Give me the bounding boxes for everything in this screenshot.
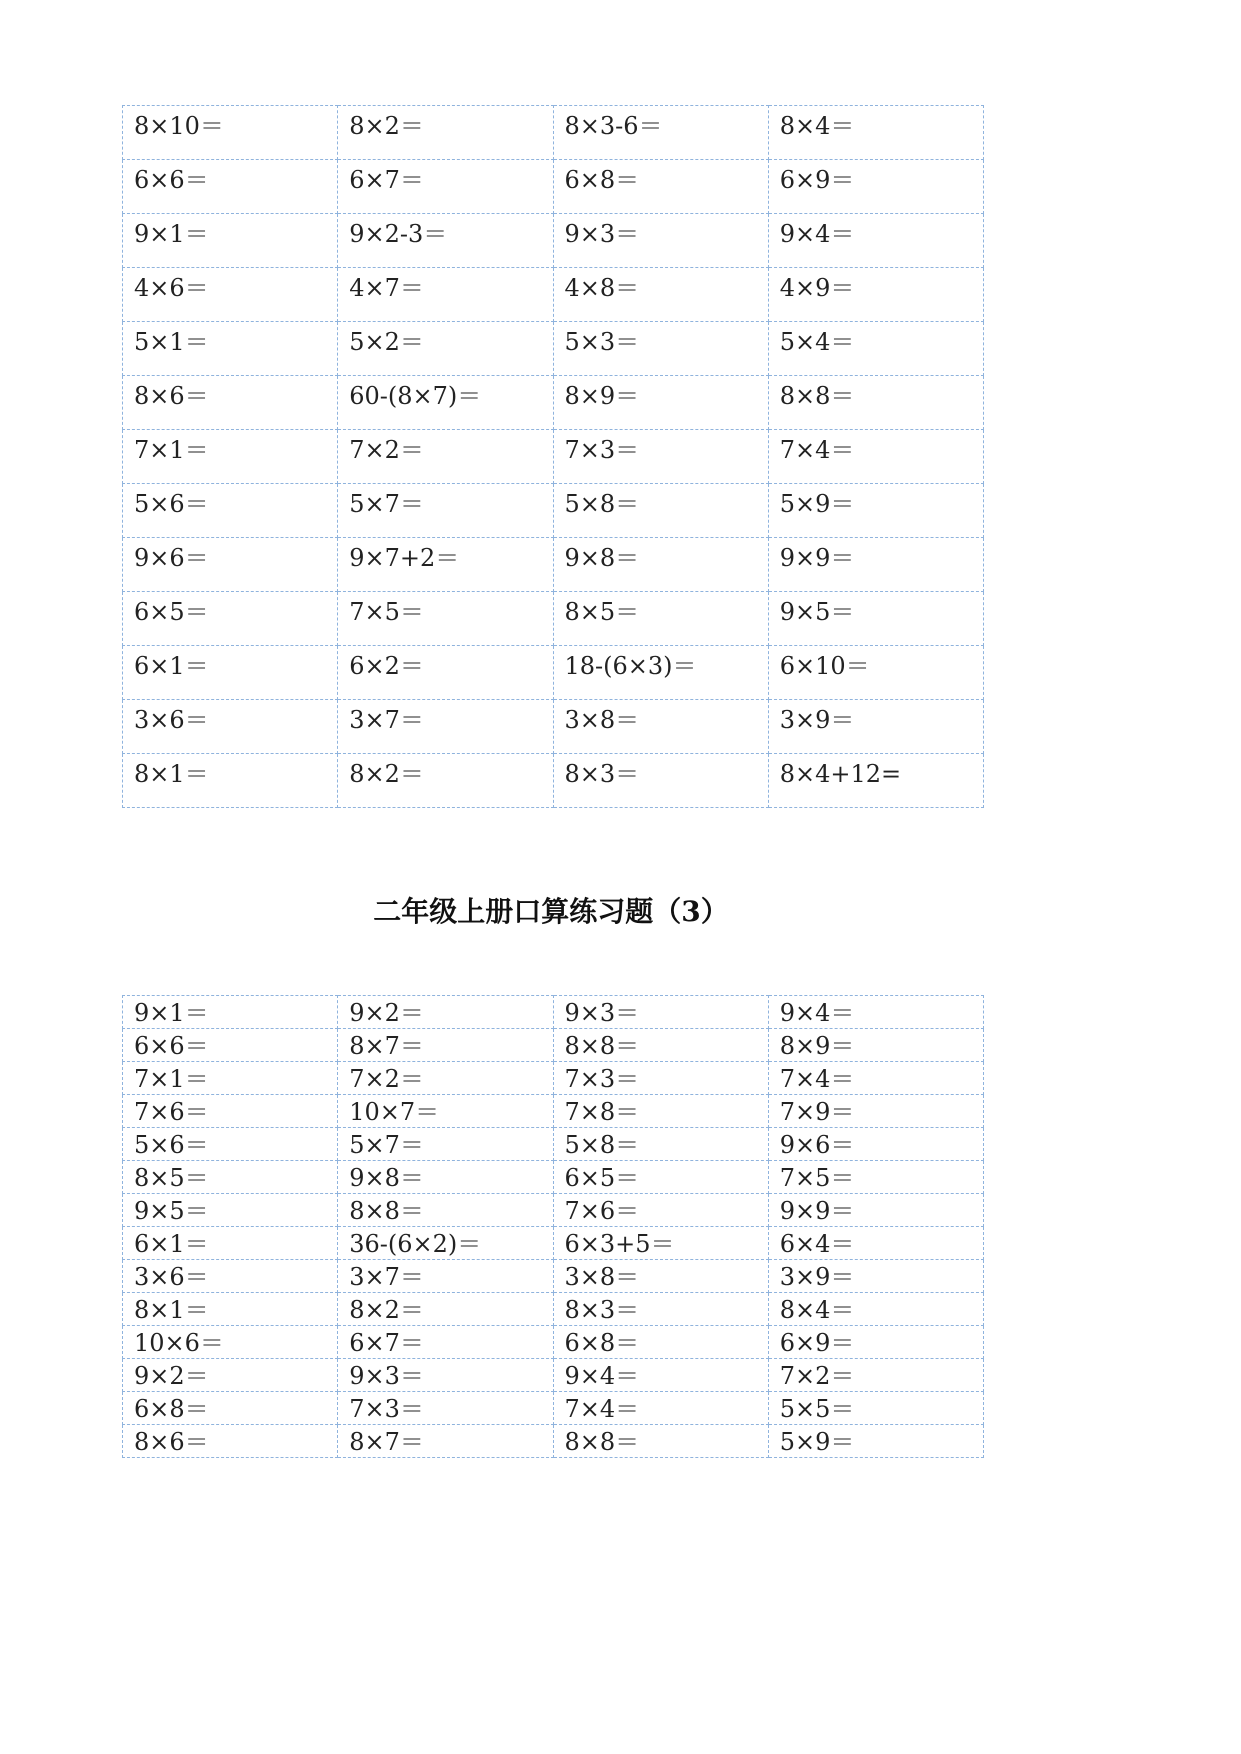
problem-cell: 36-(6×2)＝ [338, 1227, 553, 1260]
problem-cell: 5×7＝ [338, 1128, 553, 1161]
problem-cell: 5×6＝ [123, 1128, 338, 1161]
problem-cell: 8×4＝ [768, 106, 983, 160]
problem-cell: 9×4＝ [553, 1359, 768, 1392]
problem-cell: 10×7＝ [338, 1095, 553, 1128]
table-row [123, 1227, 984, 1260]
problem-cell: 8×5＝ [553, 592, 768, 646]
problem-cell: 7×6＝ [553, 1194, 768, 1227]
problem-cell: 7×5＝ [768, 1161, 983, 1194]
problem-cell: 8×5＝ [123, 1161, 338, 1194]
problem-cell: 6×7＝ [338, 160, 553, 214]
problem-cell: 9×2-3＝ [338, 214, 553, 268]
table-row [123, 646, 984, 700]
problem-cell: 4×7＝ [338, 268, 553, 322]
problem-cell: 7×3＝ [553, 430, 768, 484]
table-row [123, 1161, 984, 1194]
table-row [123, 376, 984, 430]
problem-cell: 6×4＝ [768, 1227, 983, 1260]
problem-cell: 4×9＝ [768, 268, 983, 322]
problem-cell: 7×4＝ [768, 1062, 983, 1095]
problem-cell: 4×6＝ [123, 268, 338, 322]
problem-cell: 9×6＝ [768, 1128, 983, 1161]
problem-cell: 8×10＝ [123, 106, 338, 160]
problem-cell: 3×7＝ [338, 700, 553, 754]
problem-cell: 6×8＝ [123, 1392, 338, 1425]
problem-cell: 8×4+12= [768, 754, 983, 808]
problem-cell: 6×9＝ [768, 1326, 983, 1359]
problem-cell: 3×7＝ [338, 1260, 553, 1293]
problem-cell: 9×7+2＝ [338, 538, 553, 592]
worksheet-table-top [122, 105, 984, 808]
problem-cell: 8×9＝ [768, 1029, 983, 1062]
table-row [123, 1128, 984, 1161]
table-row [123, 1293, 984, 1326]
problem-cell: 8×6＝ [123, 376, 338, 430]
problem-cell: 5×4＝ [768, 322, 983, 376]
table-row [123, 592, 984, 646]
problem-cell: 7×5＝ [338, 592, 553, 646]
table-row [123, 214, 984, 268]
problem-cell: 9×2＝ [123, 1359, 338, 1392]
problem-cell: 6×1＝ [123, 1227, 338, 1260]
problem-cell: 6×10＝ [768, 646, 983, 700]
problem-cell: 7×1＝ [123, 430, 338, 484]
problem-cell: 8×2＝ [338, 754, 553, 808]
problem-cell: 9×5＝ [768, 592, 983, 646]
table-row [123, 1425, 984, 1458]
problem-cell: 6×9＝ [768, 160, 983, 214]
problem-cell: 3×6＝ [123, 700, 338, 754]
problem-cell: 5×9＝ [768, 1425, 983, 1458]
problem-cell: 8×3-6＝ [553, 106, 768, 160]
problem-cell: 5×1＝ [123, 322, 338, 376]
problem-cell: 7×3＝ [338, 1392, 553, 1425]
problem-cell: 8×7＝ [338, 1029, 553, 1062]
problem-cell: 6×8＝ [553, 160, 768, 214]
problem-cell: 9×4＝ [768, 996, 983, 1029]
table-row [123, 1194, 984, 1227]
problem-cell: 9×8＝ [553, 538, 768, 592]
problem-cell: 9×3＝ [338, 1359, 553, 1392]
worksheet-table-bottom-body [123, 996, 984, 1458]
problem-cell: 8×3＝ [553, 754, 768, 808]
problem-cell: 9×9＝ [768, 538, 983, 592]
table-row [123, 322, 984, 376]
table-row [123, 1359, 984, 1392]
table-row [123, 1095, 984, 1128]
problem-cell: 7×1＝ [123, 1062, 338, 1095]
problem-cell: 8×8＝ [768, 376, 983, 430]
problem-cell: 6×7＝ [338, 1326, 553, 1359]
problem-cell: 8×1＝ [123, 754, 338, 808]
problem-cell: 7×2＝ [338, 430, 553, 484]
problem-cell: 9×3＝ [553, 996, 768, 1029]
problem-cell: 6×8＝ [553, 1326, 768, 1359]
problem-cell: 9×2＝ [338, 996, 553, 1029]
problem-cell: 5×2＝ [338, 322, 553, 376]
problem-cell: 3×9＝ [768, 700, 983, 754]
worksheet-table-bottom [122, 995, 984, 1458]
problem-cell: 3×9＝ [768, 1260, 983, 1293]
problem-cell: 8×3＝ [553, 1293, 768, 1326]
problem-cell: 8×1＝ [123, 1293, 338, 1326]
table-row [123, 160, 984, 214]
problem-cell: 7×6＝ [123, 1095, 338, 1128]
table-row [123, 484, 984, 538]
problem-cell: 3×8＝ [553, 1260, 768, 1293]
problem-cell: 7×4＝ [553, 1392, 768, 1425]
problem-cell: 60-(8×7)＝ [338, 376, 553, 430]
table-row [123, 538, 984, 592]
problem-cell: 3×6＝ [123, 1260, 338, 1293]
problem-cell: 9×6＝ [123, 538, 338, 592]
problem-cell: 5×7＝ [338, 484, 553, 538]
problem-cell: 5×5＝ [768, 1392, 983, 1425]
table-row [123, 106, 984, 160]
table-row [123, 430, 984, 484]
problem-cell: 9×4＝ [768, 214, 983, 268]
problem-cell: 5×9＝ [768, 484, 983, 538]
problem-cell: 9×9＝ [768, 1194, 983, 1227]
problem-cell: 6×3+5＝ [553, 1227, 768, 1260]
problem-cell: 4×8＝ [553, 268, 768, 322]
problem-cell: 8×8＝ [553, 1425, 768, 1458]
problem-cell: 5×8＝ [553, 1128, 768, 1161]
problem-cell: 6×5＝ [553, 1161, 768, 1194]
problem-cell: 7×2＝ [768, 1359, 983, 1392]
table-row [123, 700, 984, 754]
problem-cell: 10×6＝ [123, 1326, 338, 1359]
table-row [123, 754, 984, 808]
problem-cell: 7×9＝ [768, 1095, 983, 1128]
problem-cell: 3×8＝ [553, 700, 768, 754]
table-row [123, 1326, 984, 1359]
table-row [123, 1029, 984, 1062]
problem-cell: 5×6＝ [123, 484, 338, 538]
problem-cell: 9×8＝ [338, 1161, 553, 1194]
problem-cell: 6×5＝ [123, 592, 338, 646]
problem-cell: 6×2＝ [338, 646, 553, 700]
problem-cell: 6×6＝ [123, 1029, 338, 1062]
problem-cell: 9×3＝ [553, 214, 768, 268]
problem-cell: 18-(6×3)＝ [553, 646, 768, 700]
problem-cell: 6×1＝ [123, 646, 338, 700]
table-row [123, 996, 984, 1029]
table-row [123, 1062, 984, 1095]
problem-cell: 5×3＝ [553, 322, 768, 376]
problem-cell: 8×7＝ [338, 1425, 553, 1458]
problem-cell: 9×5＝ [123, 1194, 338, 1227]
table-row [123, 1260, 984, 1293]
problem-cell: 7×8＝ [553, 1095, 768, 1128]
problem-cell: 9×1＝ [123, 996, 338, 1029]
problem-cell: 6×6＝ [123, 160, 338, 214]
problem-cell: 7×2＝ [338, 1062, 553, 1095]
problem-cell: 7×4＝ [768, 430, 983, 484]
problem-cell: 8×4＝ [768, 1293, 983, 1326]
table-row [123, 1392, 984, 1425]
worksheet-table-top-body [123, 106, 984, 808]
problem-cell: 8×8＝ [553, 1029, 768, 1062]
problem-cell: 8×2＝ [338, 106, 553, 160]
section-title: 二年级上册口算练习题（3） [373, 895, 729, 928]
problem-cell: 8×9＝ [553, 376, 768, 430]
table-row [123, 268, 984, 322]
problem-cell: 7×3＝ [553, 1062, 768, 1095]
problem-cell: 8×2＝ [338, 1293, 553, 1326]
problem-cell: 8×6＝ [123, 1425, 338, 1458]
problem-cell: 5×8＝ [553, 484, 768, 538]
problem-cell: 9×1＝ [123, 214, 338, 268]
problem-cell: 8×8＝ [338, 1194, 553, 1227]
